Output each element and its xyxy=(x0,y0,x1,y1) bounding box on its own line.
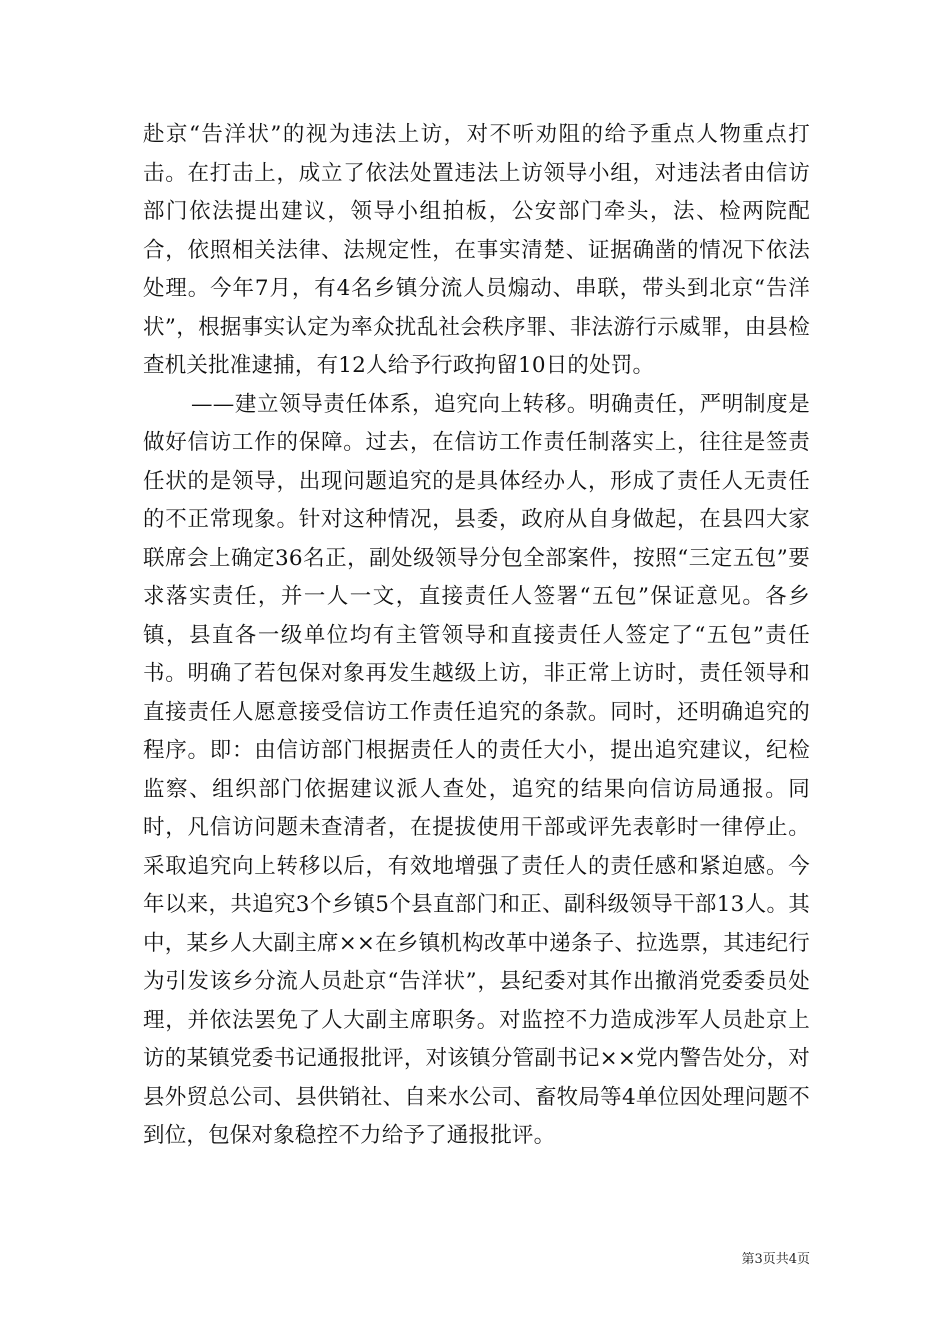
paragraph-leadership-responsibility: ——建立领导责任体系，追究向上转移。明确责任，严明制度是做好信访工作的保障。过去，在信访工作责任制落实上，往往是签责任状的是领导，出现问题追究的是具体经办人，形成了责任人无责任的不正常现象。针对这种情况，县委，政府从自身做起，在县四大家联席会上确定36名正，副处级领导分包全部案件，按照“三定五包”要求落实责任，并一人一文，直接责任人签署“五包”保证意见。各乡镇，县直各一级单位均有主管领导和直接责任人签定了“五包”责任书。明确了若包保对象再发生越级上访，非正常上访时，责任领导和直接责任人愿意接受信访工作责任追究的条款。同时，还明确追究的程序。即：由信访部门根据责任人的责任大小，提出追究建议，纪检监察、组织部门依据建议派人查处，追究的结果向信访局通报。同时，凡信访问题未查清者，在提拔使用干部或评先表彰时一律停止。采取追究向上转移以后，有效地增强了责任人的责任感和紧迫感。今年以来，共追究3个乡镇5个县直部门和正、副科级领导干部13人。其中，某乡人大副主席××在乡镇机构改革中递条子、拉选票，其违纪行为引发该乡分流人员赴京“告洋状”，县纪委对其作出撤消党委委员处理，并依法罢免了人大副主席职务。对监控不力造成涉军人员赴京上访的某镇党委书记通报批评，对该镇分管副书记××党内警告处分，对县外贸总公司、县供销社、自来水公司、畜牧局等4单位因处理问题不到位，包保对象稳控不力给予了通报批评。 xyxy=(143,391,810,1148)
page-number-footer: 第3页共4页 xyxy=(741,1252,810,1267)
document-body xyxy=(143,116,810,1156)
paragraph-continuation: 赴京“告洋状”的视为违法上访，对不听劝阻的给予重点人物重点打击。在打击上，成立了依法处置违法上访领导小组，对违法者由信访部门依法提出建议，领导小组拍板，公安部门牵头，法、检两院配合，依照相关法律、法规定性，在事实清楚、证据确凿的情况下依法处理。今年7月，有4名乡镇分流人员煽动、串联，带头到北京“告洋状”，根据事实认定为率众扰乱社会秩序罪、非法游行示威罪，由县检查机关批准逮捕，有12人给予行政拘留10日的处罚。 xyxy=(143,122,810,378)
